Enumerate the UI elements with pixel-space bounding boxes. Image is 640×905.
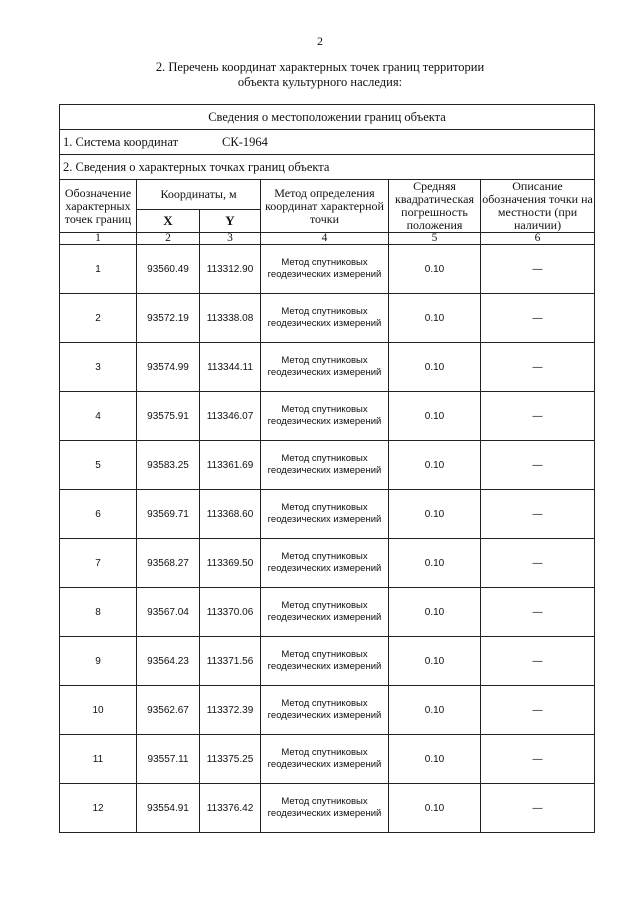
cell-method: Метод спутниковых геодезических измерений xyxy=(261,784,389,833)
cell-method: Метод спутниковых геодезических измерений xyxy=(261,490,389,539)
cell-point-id: 1 xyxy=(60,245,137,294)
table-row xyxy=(60,245,595,294)
cell-error: 0.10 xyxy=(389,735,481,784)
column-number-6: 6 xyxy=(481,233,595,245)
header-designation: Обозначение характерных точек границ xyxy=(60,180,137,233)
cell-point-id: 5 xyxy=(60,441,137,490)
page-title xyxy=(0,60,640,90)
table-row xyxy=(60,637,595,686)
cell-error: 0.10 xyxy=(389,637,481,686)
title-line-2: объекта культурного наследия: xyxy=(237,75,403,89)
cell-point-id: 6 xyxy=(60,490,137,539)
cell-error: 0.10 xyxy=(389,294,481,343)
cell-coordinate-x: 93568.27 xyxy=(137,539,200,588)
cell-description: — xyxy=(481,343,595,392)
cell-coordinate-y: 113312.90 xyxy=(200,245,261,294)
cell-coordinate-y: 113346.07 xyxy=(200,392,261,441)
cell-description: — xyxy=(481,539,595,588)
cell-method: Метод спутниковых геодезических измерений xyxy=(261,441,389,490)
cell-method: Метод спутниковых геодезических измерений xyxy=(261,539,389,588)
header-error: Средняя квадратическая погрешность положения xyxy=(389,180,481,233)
cell-coordinate-x: 93575.91 xyxy=(137,392,200,441)
cell-coordinate-x: 93562.67 xyxy=(137,686,200,735)
table-row xyxy=(60,735,595,784)
cell-point-id: 7 xyxy=(60,539,137,588)
cell-coordinate-x: 93574.99 xyxy=(137,343,200,392)
cell-description: — xyxy=(481,245,595,294)
cell-description: — xyxy=(481,735,595,784)
cell-method: Метод спутниковых геодезических измерений xyxy=(261,294,389,343)
cell-method: Метод спутниковых геодезических измерений xyxy=(261,343,389,392)
column-number-1: 1 xyxy=(60,233,137,245)
cell-coordinate-y: 113344.11 xyxy=(200,343,261,392)
cell-coordinate-x: 93560.49 xyxy=(137,245,200,294)
cell-error: 0.10 xyxy=(389,392,481,441)
cell-point-id: 2 xyxy=(60,294,137,343)
points-info-label: 2. Сведения о характерных точках границ объекта xyxy=(60,155,595,180)
table-row xyxy=(60,588,595,637)
cell-coordinate-x: 93583.25 xyxy=(137,441,200,490)
cell-description: — xyxy=(481,392,595,441)
coordinate-system-row xyxy=(60,130,595,155)
cell-coordinate-y: 113369.50 xyxy=(200,539,261,588)
column-number-4: 4 xyxy=(261,233,389,245)
cell-coordinate-x: 93557.11 xyxy=(137,735,200,784)
table-row xyxy=(60,441,595,490)
cell-method: Метод спутниковых геодезических измерений xyxy=(261,637,389,686)
cell-error: 0.10 xyxy=(389,245,481,294)
column-number-5: 5 xyxy=(389,233,481,245)
table-row xyxy=(60,784,595,833)
cell-point-id: 11 xyxy=(60,735,137,784)
page-number: 2 xyxy=(317,34,323,48)
cell-method: Метод спутниковых геодезических измерений xyxy=(261,245,389,294)
cell-coordinate-y: 113361.69 xyxy=(200,441,261,490)
cell-coordinate-y: 113375.25 xyxy=(200,735,261,784)
header-x: X xyxy=(137,209,200,232)
cell-description: — xyxy=(481,784,595,833)
cell-error: 0.10 xyxy=(389,490,481,539)
cell-description: — xyxy=(481,588,595,637)
coordinate-system-value: СК-1964 xyxy=(222,134,268,149)
table-row xyxy=(60,539,595,588)
cell-error: 0.10 xyxy=(389,539,481,588)
column-number-3: 3 xyxy=(200,233,261,245)
cell-coordinate-x: 93554.91 xyxy=(137,784,200,833)
header-coordinates: Координаты, м xyxy=(137,180,261,210)
coordinate-system-label: 1. Система координат xyxy=(63,134,179,149)
cell-coordinate-x: 93567.04 xyxy=(137,588,200,637)
header-y: Y xyxy=(200,209,261,232)
cell-coordinate-x: 93572.19 xyxy=(137,294,200,343)
table-row xyxy=(60,294,595,343)
cell-coordinate-y: 113370.06 xyxy=(200,588,261,637)
cell-point-id: 10 xyxy=(60,686,137,735)
header-method: Метод определения координат характерной точки xyxy=(261,180,389,233)
cell-coordinate-y: 113338.08 xyxy=(200,294,261,343)
cell-point-id: 12 xyxy=(60,784,137,833)
cell-coordinate-x: 93569.71 xyxy=(137,490,200,539)
cell-coordinate-y: 113372.39 xyxy=(200,686,261,735)
section-title: Сведения о местоположении границ объекта xyxy=(60,105,595,130)
cell-coordinate-y: 113371.56 xyxy=(200,637,261,686)
cell-point-id: 9 xyxy=(60,637,137,686)
title-line-1: 2. Перечень координат характерных точек границ территории xyxy=(155,60,485,74)
cell-method: Метод спутниковых геодезических измерений xyxy=(261,588,389,637)
cell-coordinate-y: 113376.42 xyxy=(200,784,261,833)
cell-point-id: 8 xyxy=(60,588,137,637)
cell-coordinate-y: 113368.60 xyxy=(200,490,261,539)
cell-method: Метод спутниковых геодезических измерений xyxy=(261,686,389,735)
cell-point-id: 4 xyxy=(60,392,137,441)
cell-coordinate-x: 93564.23 xyxy=(137,637,200,686)
table-row xyxy=(60,343,595,392)
cell-description: — xyxy=(481,294,595,343)
cell-error: 0.10 xyxy=(389,686,481,735)
coordinates-table xyxy=(59,104,595,833)
cell-description: — xyxy=(481,490,595,539)
table-row xyxy=(60,686,595,735)
cell-error: 0.10 xyxy=(389,343,481,392)
cell-description: — xyxy=(481,686,595,735)
cell-method: Метод спутниковых геодезических измерений xyxy=(261,735,389,784)
table-row xyxy=(60,490,595,539)
cell-method: Метод спутниковых геодезических измерений xyxy=(261,392,389,441)
cell-description: — xyxy=(481,441,595,490)
cell-error: 0.10 xyxy=(389,588,481,637)
column-number-2: 2 xyxy=(137,233,200,245)
cell-error: 0.10 xyxy=(389,784,481,833)
cell-description: — xyxy=(481,637,595,686)
header-description: Описание обозначения точки на местности (при наличии) xyxy=(482,179,593,232)
cell-point-id: 3 xyxy=(60,343,137,392)
cell-error: 0.10 xyxy=(389,441,481,490)
table-row xyxy=(60,392,595,441)
